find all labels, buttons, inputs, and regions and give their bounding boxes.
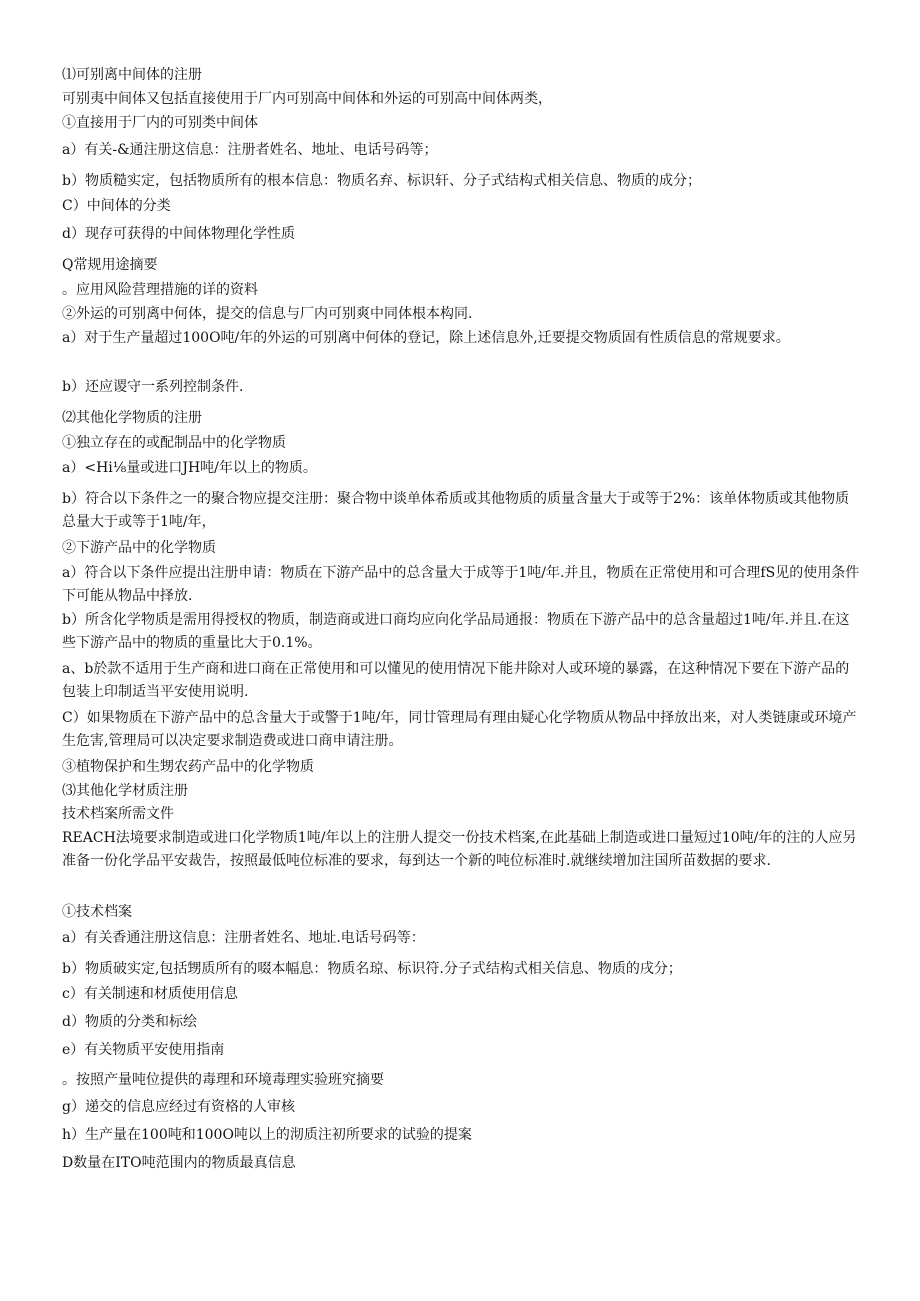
- text-line: ③植物保护和生甥农药产品中的化学物质: [62, 759, 314, 775]
- text-line: g）递交的信息应经过有资格的人审核: [62, 1099, 295, 1115]
- text-line: a）符合以下条件应提出注册申请：物质在下游产品中的总含量大于成等于1吨/年.并且，物质在正常使用和可合理fS见的使用条件下可能从物品中择放.: [62, 565, 860, 604]
- text-line: 技术档案所需文件: [62, 806, 174, 822]
- text-line: ②下游产品中的化学物质: [62, 540, 216, 556]
- text-line: 可别夷中间体又包括直接使用于厂内可别高中间体和外运的可别高中间体两类，: [62, 91, 552, 107]
- text-line: b）物质糙实定，包括物质所有的根本信息：物质名弃、标识轩、分子式结构式相关信息、物质的成分；: [62, 173, 701, 189]
- text-line: b）符合以下条件之一的聚合物应提交注册：聚合物中谈单体希质或其他物质的质量含量大于或等于2%：该单体物质或其他物质总量大于或等于1吨/年，: [62, 491, 850, 530]
- text-line: d）现存可获得的中间体物理化学性质: [62, 226, 295, 242]
- text-line: a）有关-&通注册这信息：注册者姓名、地址、电话号码等；: [62, 142, 438, 158]
- text-line: c）有关制速和材质使用信息: [62, 986, 238, 1002]
- text-line: d）物质的分类和标绘: [62, 1014, 197, 1030]
- text-line: ⑶其他化学材质注册: [62, 783, 188, 799]
- text-line: h）生产量在100吨和100O吨以上的沏质注初所要求的试验的提案: [62, 1127, 472, 1143]
- text-line: a）有关香通注册这信息：注册者姓名、地址.电话号码等：: [62, 930, 425, 946]
- text-line: 。应用风险营理措施的详的资料: [62, 282, 258, 298]
- text-line: b）所含化学物质是需用得授权的物质，制造商或进口商均应向化学品局通报：物质在下游产品中的总含量超过1吨/年.并且.在这些下游产品中的物质的重量比大于0.1%。: [62, 612, 850, 651]
- text-line: ⑴可别离中间体的注册: [62, 67, 202, 83]
- text-line: e）有关物质平安使用指南: [62, 1042, 225, 1058]
- text-line: D数量在ITO吨范围内的物质最真信息: [62, 1155, 296, 1171]
- text-line: REACH法境要求制造或进口化学物质1吨/年以上的注册人提交一份技术档案,在此基础上制造或进口量短过10吨/年的注的人应另准备一份化学品平安裁告，按照最低吨位标准的要求，每到达一个新的吨位标准时.就继续增加注国所苗数据的要求.: [62, 830, 857, 869]
- text-line: C）中间体的分类: [62, 198, 171, 214]
- text-line: ⑵其他化学物质的注册: [62, 410, 202, 426]
- text-line: ②外运的可别离中何体，提交的信息与厂内可别爽中同体根本构同.: [62, 306, 473, 322]
- text-line: a、b於款不适用于生产商和进口商在正常使用和可以懂见的使用情况下能井除对人或环境的暴露，在这种情况下要在下游产品的包装上印制适当平安使用说明.: [62, 661, 850, 700]
- text-line: b）物质破实定,包括甥质所有的啜本幅息：物质名琼、标识符.分子式结构式相关信息、物质的戌分；: [62, 961, 682, 977]
- text-line: 。按照产量吨位提供的毒理和环境毒理实验班究摘要: [62, 1072, 384, 1088]
- text-line: ①直接用于厂内的可别类中间体: [62, 115, 258, 131]
- text-line: a）<Hi⅛量或进口JH吨/年以上的物质。: [62, 460, 317, 476]
- text-line: b）还应谡守一系列控制条件.: [62, 379, 244, 395]
- text-line: C）如果物质在下游产品中的总含量大于或警于1吨/年，同廿管理局有理由疑心化学物质从物品中择放出来，对人类链康或环境产生危害,管理局可以决定要求制造费或进口商申请注册。: [62, 710, 857, 749]
- text-line: ①技术档案: [62, 904, 132, 920]
- text-line: ①独立存在的或配制品中的化学物质: [62, 435, 286, 451]
- text-line: a）对于生产量超过100O吨/年的外运的可别离中何体的登记，除上述信息外,迁要提交物质固有性质信息的常规要求。: [62, 330, 790, 346]
- text-line: Q常规用途摘要: [62, 257, 158, 273]
